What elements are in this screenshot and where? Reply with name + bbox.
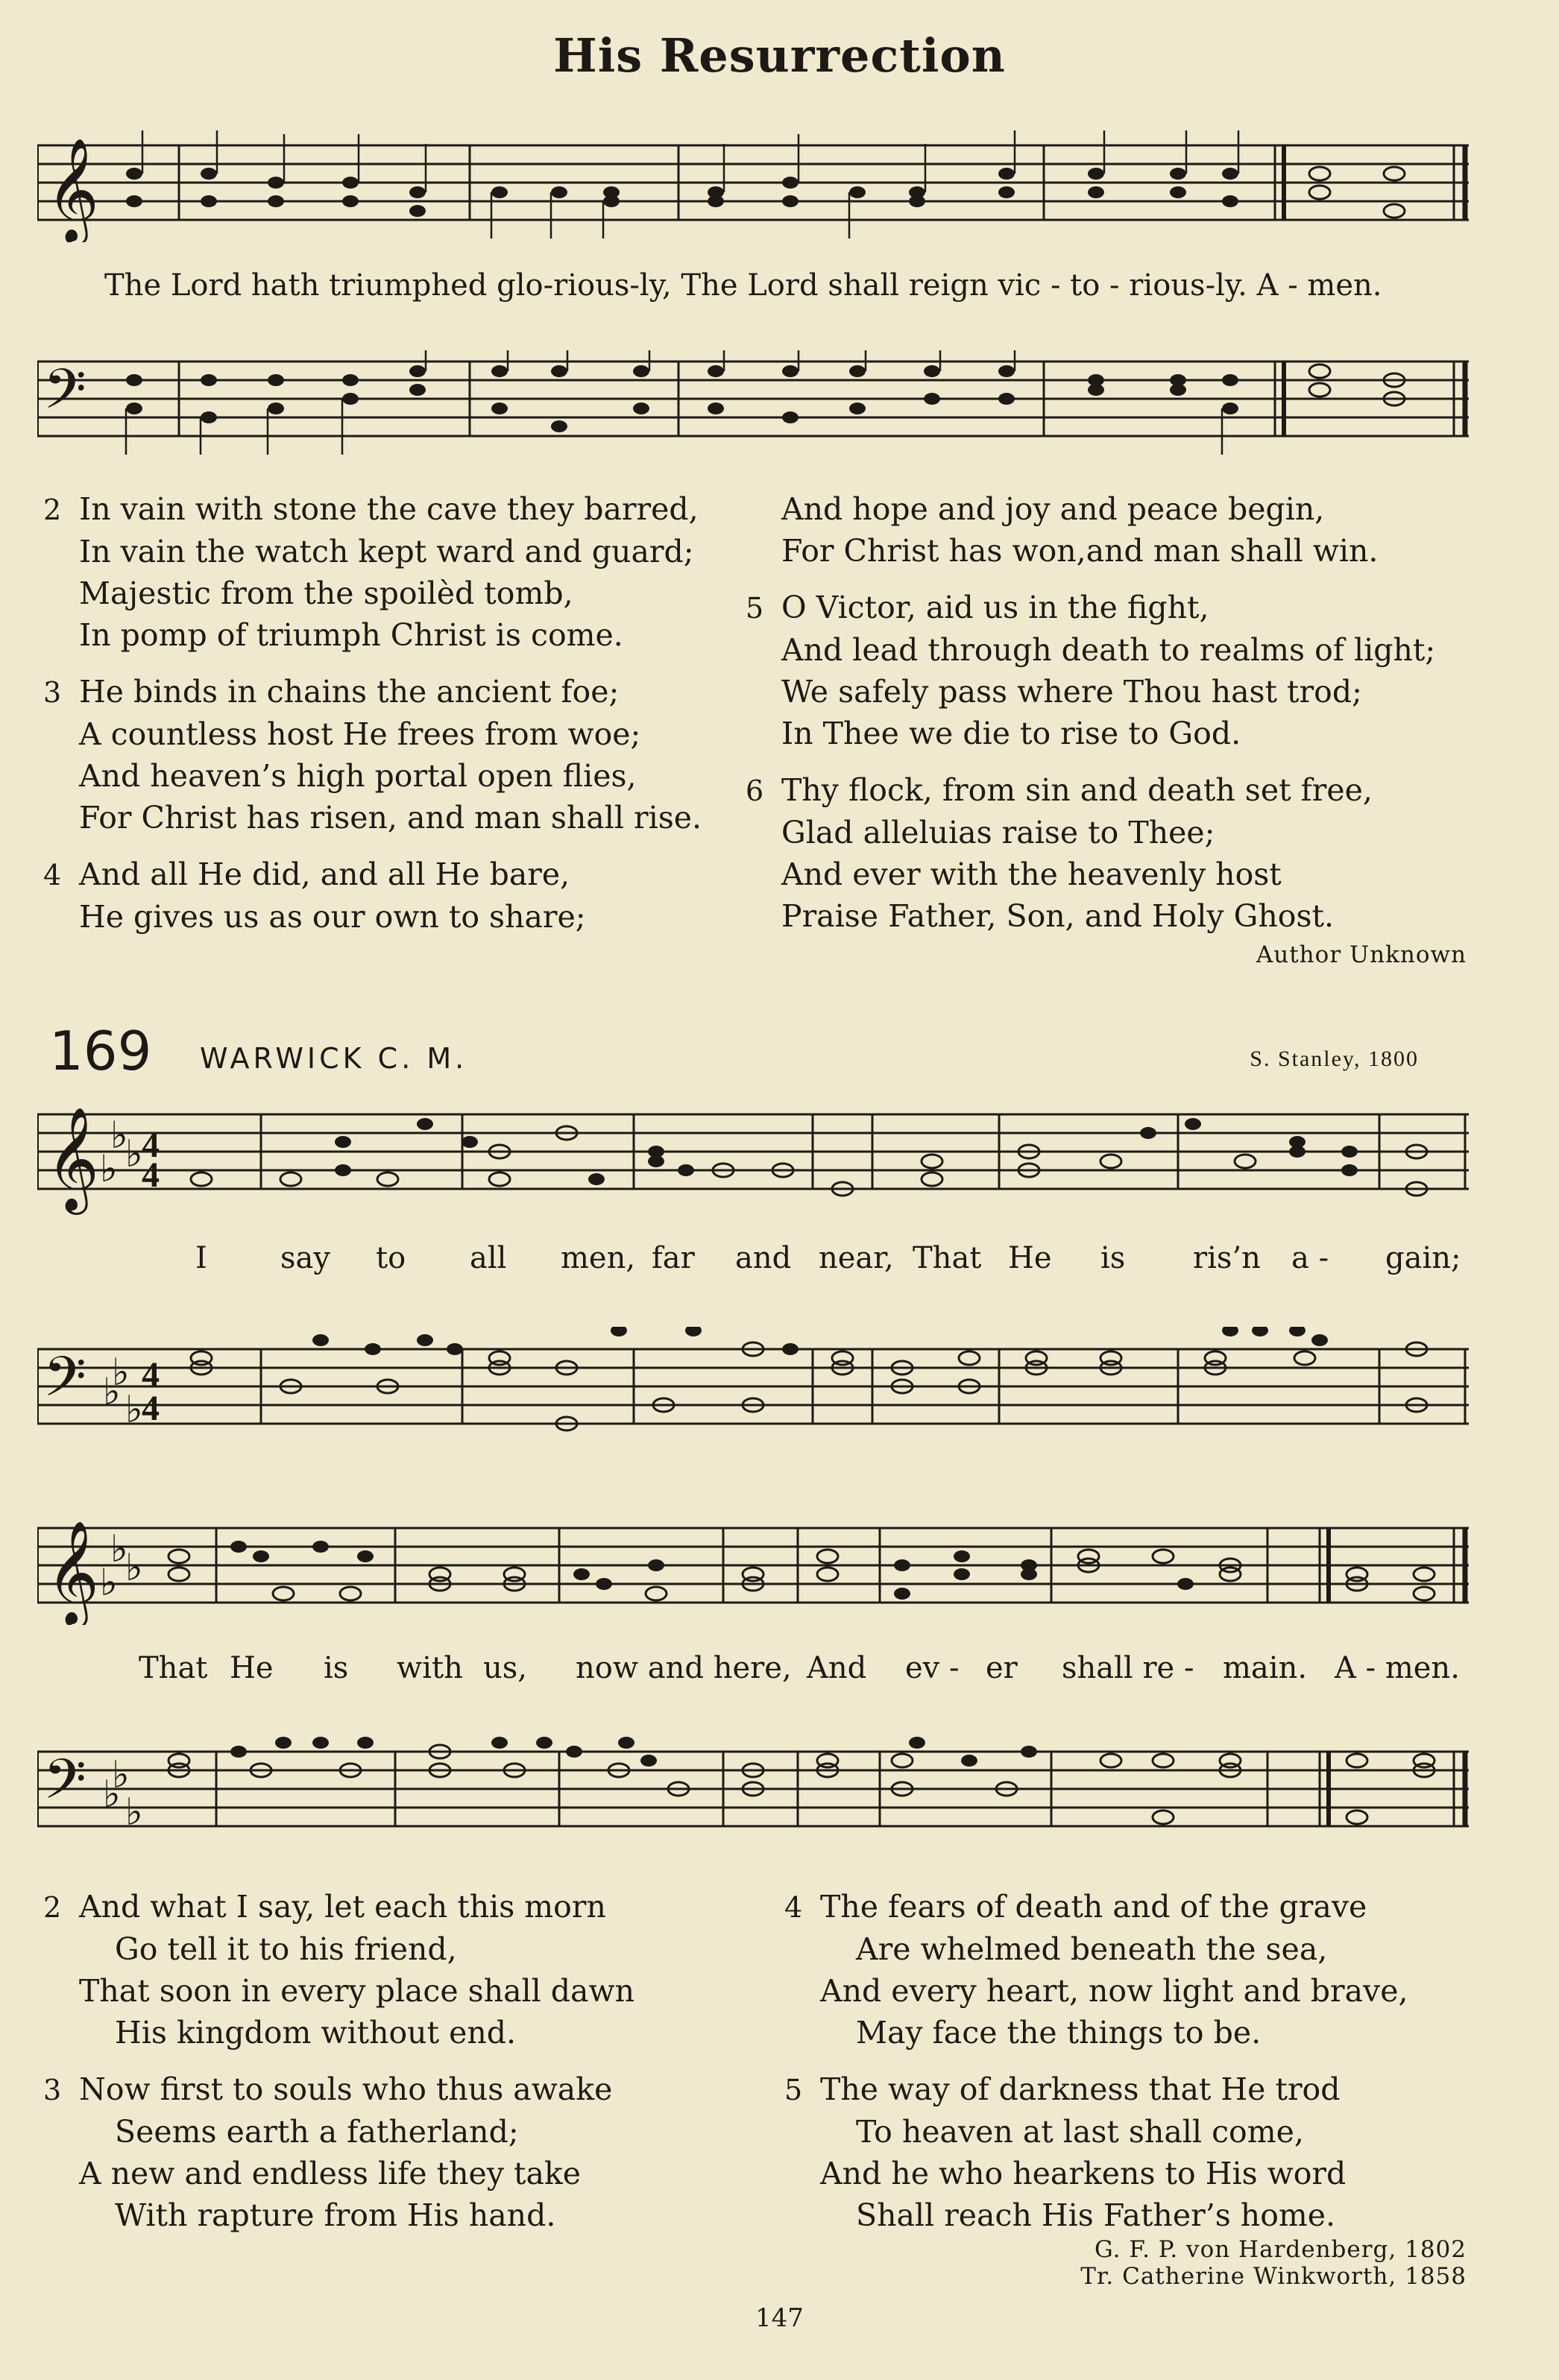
lyric-syllable: is [324, 1651, 349, 1685]
verse-line: He gives us as our own to share; [79, 899, 586, 935]
verse-line: In pomp of triumph Christ is come. [79, 617, 623, 653]
verse-line: In vain with stone the cave they barred, [79, 491, 699, 527]
svg-text:♭: ♭ [125, 1791, 143, 1833]
lyric-syllable: ris’n [1193, 1241, 1261, 1275]
verse-line: May face the things to be. [856, 2015, 1262, 2051]
hymn2-verse-5 [784, 2068, 1500, 2236]
lyric-syllable: say [280, 1241, 330, 1275]
lyric-syllable: That [913, 1241, 982, 1275]
svg-text:♭: ♭ [100, 1562, 118, 1603]
verse-line: In Thee we die to rise to God. [781, 716, 1241, 751]
lyric-syllable: main. [1223, 1651, 1308, 1685]
verse-number: 4 [43, 859, 62, 891]
verse-number: 5 [746, 592, 764, 625]
hymn1-author: Author Unknown [1256, 941, 1467, 968]
verse-number: 2 [43, 493, 62, 526]
verse-line: Majestic from the spoilèd tomb, [79, 575, 573, 611]
svg-text:♭: ♭ [112, 1754, 130, 1796]
verse-line: A countless host He frees from woe; [79, 716, 641, 752]
verse-line: In vain the watch kept ward and guard; [79, 534, 694, 569]
composer-credit: S. Stanley, 1800 [1250, 1047, 1419, 1071]
verse-line: His kingdom without end. [115, 2015, 517, 2051]
svg-text:4: 4 [142, 1355, 160, 1395]
verse-line: And heaven’s high portal open flies, [79, 758, 637, 794]
svg-text:𝄢: 𝄢 [43, 1345, 86, 1423]
svg-text:𝄢: 𝄢 [43, 357, 86, 435]
hymn2-verse-2 [43, 1886, 759, 2054]
lyric-syllable: That [139, 1651, 208, 1685]
verse-line: And ever with the heavenly host [781, 856, 1282, 892]
hymn1-verses-right [746, 488, 1491, 952]
hymn1-lyrics: The Lord hath triumphed glo-rious-ly, The Lord shall reign vic - to - rious-ly. A - men. [104, 268, 1382, 303]
verse-line: To heaven at last shall come, [856, 2114, 1304, 2150]
tune-name: WARWICK C. M. [200, 1042, 468, 1075]
hymn2-author-line2: Tr. Catherine Winkworth, 1858 [1080, 2263, 1467, 2290]
lyric-syllable: far [652, 1241, 695, 1275]
hymn2-system1-bass-staff [37, 1327, 1469, 1446]
hymn1-verses-left [43, 488, 759, 953]
lyric-syllable: a - [1291, 1241, 1329, 1275]
verse-number: 2 [43, 1891, 62, 1924]
verse-line: He binds in chains the ancient foe; [79, 674, 620, 710]
hymn1-verse-3 [43, 671, 759, 839]
verse-line: The way of darkness that He trod [820, 2071, 1341, 2107]
verse-line: And what I say, let each this morn [79, 1889, 606, 1925]
svg-text:♭: ♭ [110, 1528, 128, 1570]
lyric-syllable: He [1008, 1241, 1052, 1275]
hymn1-verse-6 [746, 769, 1491, 937]
hymn-number: 169 [49, 1020, 152, 1082]
lyric-syllable: gain; [1385, 1241, 1461, 1275]
lyric-syllable: A - men. [1335, 1651, 1460, 1685]
lyric-syllable: is [1100, 1241, 1126, 1275]
lyric-syllable: shall re - [1062, 1651, 1194, 1685]
svg-text:♭: ♭ [100, 1148, 118, 1190]
page-header-title: His Resurrection [553, 28, 1006, 83]
verse-number: 4 [784, 1891, 803, 1924]
svg-text:𝄞: 𝄞 [46, 1521, 99, 1624]
hymn2-system1-treble-staff [37, 1096, 1469, 1215]
page-number: 147 [755, 2303, 804, 2333]
hymn1-verse-4-continued [746, 488, 1491, 572]
verse-line: We safely pass where Thou hast trod; [781, 674, 1362, 710]
lyric-syllable: He [230, 1651, 274, 1685]
verse-line: And all He did, and all He bare, [79, 856, 570, 892]
svg-text:4: 4 [142, 1155, 160, 1195]
verse-line: Glad alleluias raise to Thee; [781, 815, 1215, 850]
verse-line: For Christ has won,and man shall win. [781, 533, 1379, 569]
svg-text:𝄢: 𝄢 [43, 1747, 86, 1825]
svg-text:𝄞: 𝄞 [46, 1107, 99, 1210]
verse-line: Go tell it to his friend, [115, 1931, 457, 1967]
verse-line: And every heart, now light and brave, [820, 1973, 1408, 2009]
hymn1-bass-staff [37, 350, 1469, 462]
hymn2-author-line1: G. F. P. von Hardenberg, 1802 [1095, 2236, 1467, 2263]
lyric-syllable: with [397, 1651, 463, 1685]
hymn2-verse-4 [784, 1886, 1500, 2054]
verse-line: With rapture from His hand. [115, 2197, 556, 2233]
verse-line: And he who hearkens to His word [820, 2156, 1347, 2191]
hymn2-system2-treble-staff [37, 1506, 1469, 1625]
lyric-syllable: And [807, 1651, 867, 1685]
svg-text:𝄞: 𝄞 [46, 138, 99, 242]
svg-text:♭: ♭ [125, 1133, 143, 1175]
hymn1-verse-5 [746, 587, 1491, 754]
verse-line: That soon in every place shall dawn [79, 1973, 634, 2009]
verse-number: 3 [43, 2074, 62, 2106]
lyric-syllable: us, [483, 1651, 528, 1685]
lyric-syllable: er [986, 1651, 1018, 1685]
lyric-syllable: near, [819, 1241, 894, 1275]
hymn2-lyrics-line1 [0, 1241, 1559, 1278]
verse-line: The fears of death and of the grave [820, 1889, 1367, 1925]
hymn2-verses-right [784, 1886, 1500, 2251]
lyric-syllable: now and here, [576, 1651, 792, 1685]
verse-line: Now first to souls who thus awake [79, 2071, 613, 2107]
svg-text:♭: ♭ [112, 1351, 130, 1393]
verse-number: 5 [784, 2074, 803, 2106]
lyric-syllable: all [470, 1241, 507, 1275]
svg-text:♭: ♭ [103, 1371, 121, 1412]
lyric-syllable: to [376, 1241, 406, 1275]
svg-text:♭: ♭ [110, 1114, 128, 1156]
svg-text:4: 4 [142, 1126, 160, 1165]
hymn1-treble-staff [37, 130, 1469, 242]
verse-line: Shall reach His Father’s home. [856, 2197, 1336, 2233]
verse-number: 3 [43, 676, 62, 709]
verse-number: 6 [746, 774, 764, 807]
svg-text:4: 4 [142, 1389, 160, 1428]
verse-line: And hope and joy and peace begin, [781, 491, 1325, 527]
verse-line: Praise Father, Son, and Holy Ghost. [781, 898, 1335, 934]
lyric-syllable: men, [561, 1241, 636, 1275]
hymn1-verse-2 [43, 488, 759, 656]
verse-line: Are whelmed beneath the sea, [856, 1931, 1328, 1967]
verse-line: And lead through death to realms of light; [781, 632, 1436, 668]
hymn1-verse-4 [43, 853, 759, 938]
verse-line: Thy flock, from sin and death set free, [781, 772, 1373, 808]
verse-line: A new and endless life they take [79, 2156, 582, 2191]
lyric-syllable: I [195, 1241, 207, 1275]
verse-line: O Victor, aid us in the fight, [781, 590, 1209, 625]
lyric-syllable: and [735, 1241, 792, 1275]
svg-text:♭: ♭ [125, 1389, 143, 1430]
verse-line: Seems earth a fatherland; [115, 2114, 519, 2150]
svg-text:♭: ♭ [125, 1547, 143, 1588]
hymn2-verse-3 [43, 2068, 759, 2236]
hymn2-verses-left [43, 1886, 759, 2251]
lyric-syllable: ev - [905, 1651, 960, 1685]
hymn2-system2-bass-staff [37, 1729, 1469, 1878]
svg-text:♭: ♭ [103, 1773, 121, 1815]
hymn2-lyrics-line2 [0, 1651, 1559, 1688]
verse-line: For Christ has risen, and man shall rise. [79, 800, 702, 836]
